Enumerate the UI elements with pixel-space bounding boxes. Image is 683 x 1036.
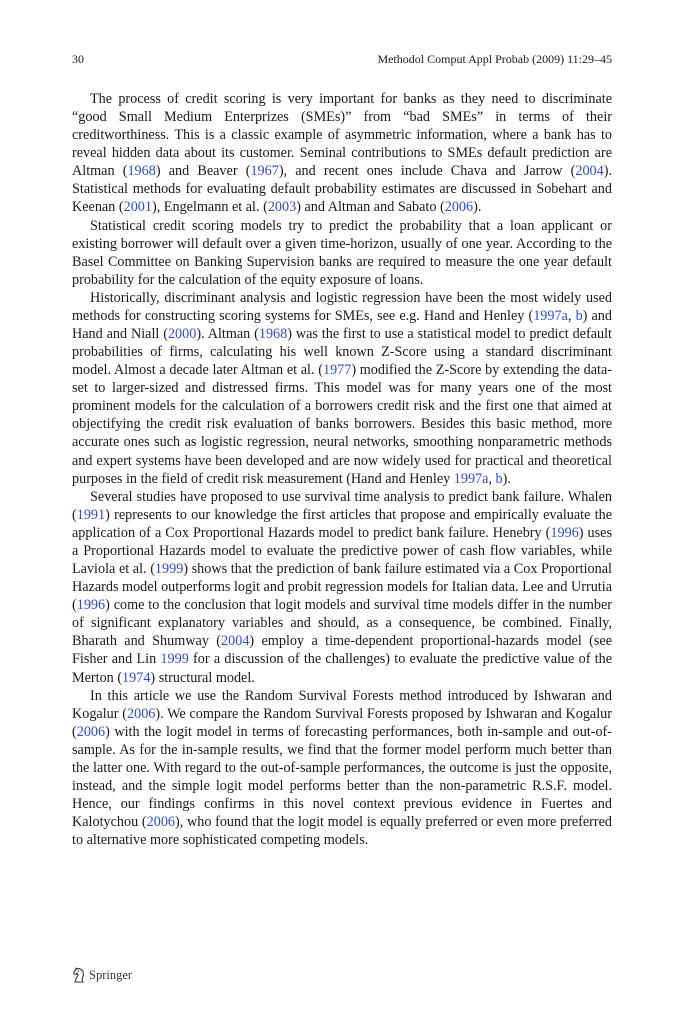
- paragraph-text: ) modified the Z-Score by extending the data-set to larger-sized and distressed firms. This model was for many years one of the most prominent models for the calculation of a borrowers credit risk and the first one that aimed at objectifying the credit risk evaluation of banks borrowers. Besides this basic method, more accurate ones such as logistic regression, neural networks, smoothing nonparametric methods and expert systems have been developed and are now widely used for practical and theoretical purposes in the field of credit risk measurement (Hand and Henley: [72, 362, 613, 487]
- paragraph-text: ) shows that the prediction of bank failure estimated via a Cox Proportional Hazards model outperforms logit and probit regression models for Italian data. Lee and Urrutia (: [72, 561, 612, 614]
- citation-link[interactable]: 1968: [258, 326, 288, 343]
- body-paragraph: [72, 90, 612, 217]
- paragraph-text: The process of credit scoring is very important for banks as they need to discriminate “good Small Medium Enterprizes (SMEs)” from “bad SMEs” in terms of their creditworthiness. This is a classic example of asymmetric information, where a bank has to reveal hidden data about its customer. Seminal contributions to SMEs default prediction are Altman (: [72, 91, 612, 180]
- citation-link[interactable]: 1991: [76, 506, 106, 523]
- paragraph-text: ) structural model.: [150, 669, 255, 686]
- citation-link[interactable]: 2000: [167, 326, 197, 343]
- paragraph-text: ) employ a time-dependent proportional-hazards model (see Fisher and Lin: [72, 633, 613, 668]
- paragraph-text: ,: [567, 307, 576, 324]
- body-paragraph: [72, 687, 612, 850]
- paragraph-text: ) uses a Proportional Hazards model to evaluate the predictive power of cash flow variables, while Laviola et al. (: [72, 524, 612, 578]
- springer-knight-icon: [72, 967, 86, 983]
- journal-citation: Methodol Comput Appl Probab (2009) 11:29–45: [377, 52, 612, 66]
- citation-link[interactable]: b: [575, 307, 583, 324]
- paragraph-text: ,: [488, 470, 496, 487]
- paragraph-text: ) with the logit model in terms of forecasting performances, both in-sample and out-of-sample. As for the in-sample results, we find that the former model perform much better than the latter one. With regard to the out-of-sample performances, the outcome is just the opposite, instead, and the simple logit model performs better than the non-parametric R.S.F. model. Hence, our findings confirms in this novel context previous evidence in Fuertes and Kalotychou (: [72, 723, 612, 831]
- paragraph-text: ) come to the conclusion that logit models and survival time models differ in the number of significant explanatory variables and should, as a consequence, be combined. Finally, Bharath and Shumway (: [72, 597, 612, 650]
- citation-link[interactable]: 1974: [122, 669, 151, 686]
- citation-link[interactable]: 1967: [250, 163, 279, 180]
- paragraph-text: ) and Altman and Sabato (: [296, 199, 445, 216]
- citation-link[interactable]: 1997a: [453, 470, 489, 487]
- citation-link[interactable]: 1977: [322, 362, 352, 379]
- paragraph-text: ). Altman (: [196, 326, 259, 343]
- body-paragraph: [72, 488, 612, 687]
- citation-link[interactable]: 2006: [444, 199, 474, 216]
- citation-link[interactable]: 1996: [76, 597, 106, 614]
- paragraph-text: ) and Beaver (: [155, 163, 251, 180]
- paragraph-text: ).: [473, 199, 482, 216]
- citation-link[interactable]: 2006: [76, 723, 106, 740]
- citation-link[interactable]: 2004: [575, 163, 604, 180]
- publisher-footer: [72, 966, 132, 984]
- citation-link[interactable]: 1968: [127, 163, 156, 180]
- citation-link[interactable]: b: [495, 470, 503, 487]
- citation-link[interactable]: 1996: [550, 524, 579, 541]
- paragraph-text: ) and Hand and Niall (: [72, 307, 612, 343]
- paragraph-text: ).: [502, 470, 511, 487]
- body-paragraph: [72, 289, 612, 488]
- paragraph-text: Historically, discriminant analysis and logistic regression have been the most widely used methods for constructing scoring systems for SMEs, see e.g. Hand and Henley (: [72, 289, 612, 324]
- citation-link[interactable]: 2001: [123, 199, 152, 216]
- paragraph-text: ) was the first to use a statistical model to predict default probabilities of firms, calculating his well known Z-Score using a standard discriminant model. Almost a decade later Altman et al. (: [72, 326, 612, 379]
- paragraph-text: for a discussion of the challenges) to evaluate the predictive value of the Merton (: [72, 651, 613, 686]
- paragraph-text: ), who found that the logit model is equally preferred or even more preferred to alternative more sophisticated competing models.: [72, 814, 612, 849]
- citation-link[interactable]: 2006: [146, 814, 175, 831]
- citation-link[interactable]: 2006: [127, 705, 156, 722]
- paragraph-text: Several studies have proposed to use survival time analysis to predict bank failure. Whalen (: [72, 488, 612, 523]
- article-body: [72, 90, 612, 849]
- citation-link[interactable]: 2003: [267, 199, 297, 216]
- paragraph-text: ), Engelmann et al. (: [151, 199, 268, 216]
- body-paragraph: [72, 217, 612, 289]
- citation-link[interactable]: 1999: [160, 651, 189, 668]
- paragraph-text: ) represents to our knowledge the first articles that propose and empirically evaluate the application of a Cox Proportional Hazards model to predict bank failure. Henebry (: [72, 506, 612, 541]
- paragraph-text: Statistical credit scoring models try to predict the probability that a loan applicant or existing borrower will default over a given time-horizon, usually of one year. According to the Basel Committee on Banking Supervision banks are required to measure the one year default probability for the calculation of the equity exposure of loans.: [72, 217, 612, 288]
- publisher-name: Springer: [89, 967, 133, 982]
- page-number: 30: [72, 52, 84, 66]
- paragraph-text: ). Statistical methods for evaluating default probability estimates are discussed in Sobehart and Keenan (: [72, 163, 613, 216]
- citation-link[interactable]: 2004: [221, 633, 250, 650]
- running-header: [72, 50, 612, 68]
- paragraph-text: ). We compare the Random Survival Forests proposed by Ishwaran and Kogalur (: [72, 705, 612, 740]
- paragraph-text: In this article we use the Random Survival Forests method introduced by Ishwaran and Kogalur (: [72, 687, 612, 722]
- citation-link[interactable]: 1997a: [533, 307, 568, 324]
- citation-link[interactable]: 1999: [154, 561, 184, 578]
- paragraph-text: ), and recent ones include Chava and Jarrow (: [278, 163, 576, 180]
